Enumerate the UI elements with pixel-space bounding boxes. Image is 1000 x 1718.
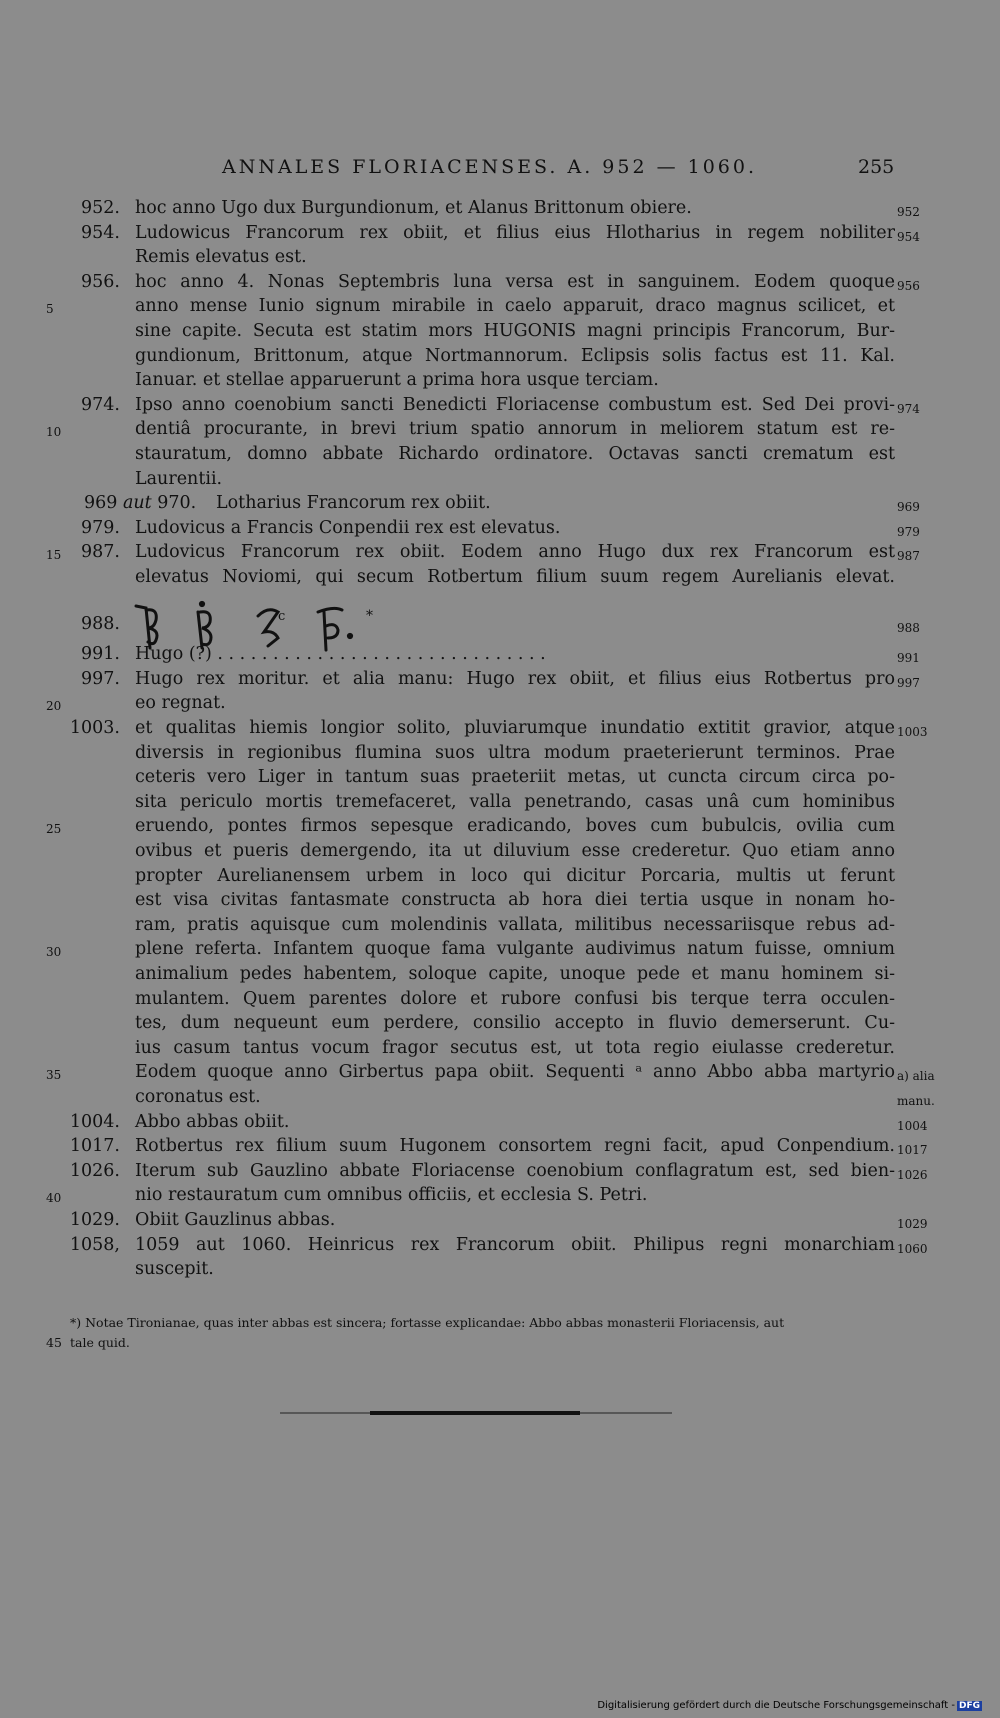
text-line	[0, 1208, 1000, 1232]
text-line	[0, 1257, 1000, 1281]
text-line	[0, 417, 1000, 441]
line-text: gundionum, Brittonum, atque Nortmannorum. Eclipsis solis factus est 11. Kal.	[135, 345, 895, 366]
year-label: 1017.	[69, 1136, 120, 1157]
line-number: 20	[46, 699, 62, 714]
footnote-line-1: *) Notae Tironianae, quas inter abbas est sincera; fortasse explicandae: Abbo abbas monasterii Floriacensis, aut	[70, 1315, 785, 1330]
svg-text:*: *	[366, 608, 373, 624]
text-line	[0, 1060, 1000, 1084]
text-line	[0, 245, 1000, 269]
text-line	[0, 716, 1000, 740]
line-text: eruendo, pontes firmos sepesque eradicando, boves cum bubulcis, ovilia cum	[135, 816, 895, 837]
line-text: Eodem quoque anno Girbertus papa obiit. Sequenti ᵃ anno Abbo abba martyrio	[135, 1062, 895, 1083]
line-number: 30	[46, 945, 62, 960]
year-label: 1026.	[69, 1160, 120, 1181]
text-line	[0, 864, 1000, 888]
line-text: Lotharius Francorum rex obiit.	[216, 493, 491, 514]
line-text: propter Aurelianensem urbem in loco qui dicitur Porcaria, multis ut ferunt	[135, 865, 895, 886]
line-text: diversis in regionibus flumina suos ultra modum praeterierunt terminos. Prae	[135, 742, 895, 763]
text-line	[0, 1134, 1000, 1158]
text-line	[0, 667, 1000, 691]
line-text: est visa civitas fantasmate constructa ab hora diei tertia usque in nonam ho-	[135, 890, 895, 911]
year-label: 952.	[81, 198, 120, 218]
line-text: et qualitas hiemis longior solito, pluviarumque inundatio extitit gravior, atque	[135, 718, 895, 738]
year-label: 954.	[81, 222, 120, 243]
line-text: suscepit.	[135, 1259, 214, 1280]
tironian-notes-glyphs	[128, 598, 428, 658]
margin-year: 987	[897, 549, 920, 564]
text-line	[0, 368, 1000, 392]
line-number: 15	[46, 548, 62, 563]
svg-text:c: c	[278, 609, 286, 624]
margin-year: 969	[897, 500, 920, 515]
line-text: anno mense Iunio signum mirabile in caelo apparuit, draco magnus scilicet, et	[135, 296, 895, 317]
text-line	[0, 319, 1000, 343]
margin-year: 952	[897, 205, 920, 219]
margin-year: manu.	[897, 1094, 935, 1108]
margin-year: 988	[897, 620, 920, 635]
line-text: animalium pedes habentem, soloque capite, unoque pede et manu hominem si-	[135, 964, 895, 984]
text-line	[0, 467, 1000, 491]
footnote-line-number: 45	[46, 1335, 62, 1350]
line-text: ius casum tantus vocum fragor secutus est, ut tota regio eiulasse crederetur.	[135, 1037, 895, 1058]
line-text: Hugo (?) . . . . . . . . . . . . . . . . . . . . . . . . . . . . . .	[135, 644, 546, 665]
text-line	[0, 270, 1000, 294]
text-line	[0, 540, 1000, 564]
margin-year: 1017	[897, 1143, 928, 1158]
text-line	[0, 937, 1000, 961]
credit-text: Digitalisierung gefördert durch die Deutsche Forschungsgemeinschaft -	[597, 1700, 955, 1711]
line-number: 40	[46, 1191, 62, 1206]
text-line	[0, 516, 1000, 540]
margin-year: 1026	[897, 1167, 928, 1182]
year-label: 987.	[81, 542, 120, 563]
year-label: 969 aut 970.	[84, 493, 197, 514]
line-text: mulantem. Quem parentes dolore et rubore confusi bis terque terra occulen-	[135, 988, 895, 1009]
text-line	[0, 1085, 1000, 1109]
text-line	[0, 790, 1000, 814]
line-text: plene referta. Infantem quoque fama vulgante audivimus natum fuisse, omnium	[135, 939, 895, 960]
line-text: Ludovicus a Francis Conpendii rex est elevatus.	[135, 517, 561, 538]
margin-year: a) alia	[897, 1069, 935, 1084]
line-text: Ipso anno coenobium sancti Benedicti Floriacense combustum est. Sed Dei provi-	[135, 394, 895, 415]
text-line	[0, 1183, 1000, 1207]
line-number: 25	[46, 822, 62, 837]
line-text: hoc anno 4. Nonas Septembris luna versa est in sanguinem. Eodem quoque	[135, 271, 895, 292]
line-text: ovibus et pueris demergendo, ita ut diluvium esse crederetur. Quo etiam anno	[135, 841, 895, 861]
line-text: stauratum, domno abbate Richardo ordinatore. Octavas sancti crematum est	[135, 444, 895, 464]
line-text: Laurentii.	[135, 468, 223, 489]
year-label: 1029.	[69, 1210, 120, 1230]
text-line	[0, 741, 1000, 765]
text-line	[0, 913, 1000, 937]
year-label: 988.	[81, 613, 120, 634]
text-line	[0, 1110, 1000, 1134]
margin-year: 954	[897, 229, 920, 244]
text-line	[0, 962, 1000, 986]
line-text: eo regnat.	[135, 693, 226, 714]
year-label: 1003.	[69, 718, 120, 738]
text-line	[0, 221, 1000, 245]
line-number: 5	[46, 302, 54, 317]
line-text: Remis elevatus est.	[135, 247, 307, 268]
line-text: tes, dum nequeunt eum perdere, consilio accepto in fluvio demerserunt. Cu-	[135, 1013, 895, 1034]
line-text: Iterum sub Gauzlino abbate Floriacense coenobium conflagratum est, sed bien-	[135, 1160, 895, 1181]
year-label: 956.	[81, 271, 120, 292]
margin-year: 979	[897, 524, 920, 539]
text-line	[0, 1036, 1000, 1060]
margin-year: 956	[897, 278, 920, 293]
year-label: 979.	[81, 517, 120, 538]
text-line	[0, 442, 1000, 466]
text-line	[0, 839, 1000, 863]
margin-year: 974	[897, 401, 920, 416]
text-line	[0, 1233, 1000, 1257]
text-line	[0, 1159, 1000, 1183]
margin-year: 1029	[897, 1217, 928, 1231]
margin-year: 1004	[897, 1118, 928, 1133]
text-line	[0, 294, 1000, 318]
tironian-notes-figure	[128, 598, 428, 658]
line-text: 1059 aut 1060. Heinricus rex Francorum obiit. Philipus regni monarchiam	[135, 1234, 895, 1255]
text-line	[0, 491, 1000, 515]
line-text: ram, pratis aquisque cum molendinis vallata, militibus necessariisque rebus ad-	[135, 914, 895, 935]
line-text: Ludowicus Francorum rex obiit, et filius eius Hlotharius in regem nobiliter	[135, 222, 895, 243]
text-line	[0, 344, 1000, 368]
line-text: hoc anno Ugo dux Burgundionum, et Alanus Brittonum obiere.	[135, 198, 692, 218]
year-label: 997.	[81, 668, 120, 689]
line-text: Obiit Gauzlinus abbas.	[135, 1210, 336, 1230]
text-line	[0, 196, 1000, 220]
line-text: nio restauratum cum omnibus officiis, et ecclesia S. Petri.	[135, 1185, 648, 1206]
line-text: dentiâ procurante, in brevi trium spatio annorum in meliorem statum est re-	[135, 419, 895, 440]
text-line	[0, 1011, 1000, 1035]
margin-year: 991	[897, 651, 920, 666]
text-line	[0, 691, 1000, 715]
line-text: Rotbertus rex filium suum Hugonem consortem regni facit, apud Conpendium.	[135, 1136, 895, 1157]
text-line	[0, 565, 1000, 589]
footnote-line-2: tale quid.	[70, 1335, 130, 1350]
text-line	[0, 987, 1000, 1011]
line-text: elevatus Noviomi, qui secum Rotbertum filium suum regem Aurelianis elevat.	[135, 567, 895, 587]
year-label: 1004.	[69, 1111, 120, 1132]
line-text: Hugo rex moritur. et alia manu: Hugo rex obiit, et filius eius Rotbertus pro	[135, 668, 895, 689]
line-number: 10	[46, 425, 62, 440]
margin-year: 997	[897, 675, 920, 690]
line-text: Ianuar. et stellae apparuerunt a prima hora usque terciam.	[135, 370, 659, 391]
text-line	[0, 888, 1000, 912]
page-number: 255	[858, 156, 895, 178]
line-text: ceteris vero Liger in tantum suas praeteriit metas, ut cuncta circum circa po-	[135, 767, 895, 788]
end-divider	[280, 1410, 672, 1416]
line-text: Abbo abbas obiit.	[135, 1111, 290, 1132]
line-text: Ludovicus Francorum rex obiit. Eodem anno Hugo dux rex Francorum est	[135, 542, 895, 563]
line-number: 35	[46, 1068, 62, 1083]
page-title: ANNALES FLORIACENSES. A. 952 — 1060.	[222, 156, 758, 178]
running-header	[0, 156, 1000, 186]
year-label: 974.	[81, 394, 120, 415]
margin-year: 1060	[897, 1241, 928, 1256]
margin-year: 1003	[897, 725, 928, 739]
line-text: coronatus est.	[135, 1087, 261, 1107]
line-text: sita periculo mortis tremefaceret, valla penetrando, casas unâ cum hominibus	[135, 791, 895, 812]
text-line	[0, 765, 1000, 789]
year-label: 1058,	[69, 1234, 120, 1255]
year-label: 991.	[81, 644, 120, 665]
digitization-credit	[597, 1700, 982, 1711]
line-text: sine capite. Secuta est statim mors HUGONIS magni principis Francorum, Bur-	[135, 321, 895, 341]
text-line	[0, 393, 1000, 417]
text-line	[0, 814, 1000, 838]
dfg-logo: DFG	[958, 1701, 980, 1711]
